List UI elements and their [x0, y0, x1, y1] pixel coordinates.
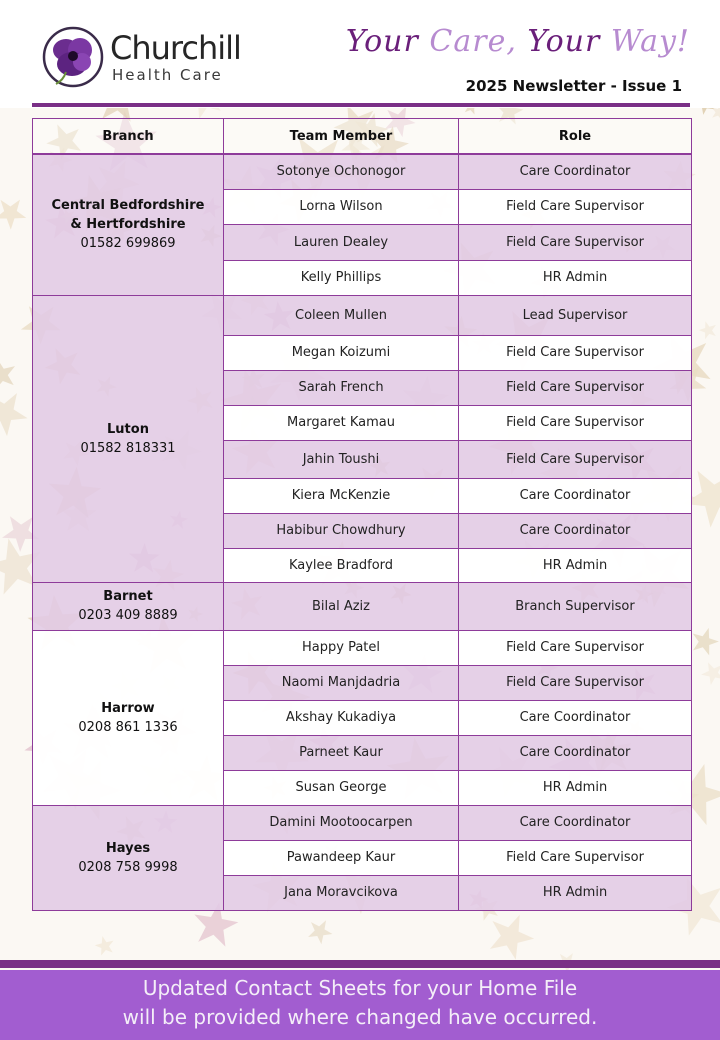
branch-name: Hayes: [105, 840, 151, 856]
footer-line-2: will be provided where changed have occurred.: [122, 1005, 598, 1029]
team-member-cell: Pawandeep Kaur: [224, 840, 459, 875]
star-icon: [482, 906, 540, 963]
branch-phone: 01582 818331: [80, 440, 176, 456]
role-cell: HR Admin: [459, 770, 692, 805]
star-icon: [304, 914, 337, 946]
branch-name: Barnet: [103, 589, 153, 604]
star-icon: [0, 191, 33, 233]
role-cell: HR Admin: [459, 260, 692, 295]
team-member-cell: Kiera McKenzie: [224, 478, 459, 513]
footer-banner: [0, 970, 720, 1040]
role-cell: Care Coordinator: [459, 700, 692, 735]
column-header-role: Role: [459, 119, 692, 155]
role-cell: Field Care Supervisor: [459, 665, 692, 700]
tagline-part: Way!: [610, 24, 690, 59]
team-member-cell: Susan George: [224, 770, 459, 805]
tagline: [346, 22, 690, 62]
brand-subtitle: Health Care: [112, 66, 223, 84]
team-member-cell: Damini Mootoocarpen: [224, 805, 459, 840]
role-cell: Branch Supervisor: [459, 582, 692, 630]
role-cell: Field Care Supervisor: [459, 405, 692, 440]
logo: [42, 26, 262, 92]
team-contact-table: [32, 118, 692, 911]
team-member-cell: Akshay Kukadiya: [224, 700, 459, 735]
team-member-cell: Habibur Chowdhury: [224, 513, 459, 548]
branch-name: Central Bedfordshire & Hertfordshire: [51, 198, 205, 233]
role-cell: Care Coordinator: [459, 513, 692, 548]
role-cell: Field Care Supervisor: [459, 630, 692, 665]
role-cell: Care Coordinator: [459, 154, 692, 189]
role-cell: Care Coordinator: [459, 735, 692, 770]
branch-cell: [33, 295, 224, 582]
branch-phone: 0208 861 1336: [78, 719, 178, 735]
table-row: [33, 630, 692, 665]
table-row: [33, 582, 692, 630]
table-header-row: [33, 119, 692, 155]
star-icon: [698, 657, 720, 688]
star-icon: [0, 353, 23, 395]
table-row: [33, 154, 692, 189]
branch-cell: [33, 154, 224, 295]
role-cell: Lead Supervisor: [459, 295, 692, 335]
table-row: [33, 295, 692, 335]
branch-cell: [33, 805, 224, 910]
star-icon: [697, 317, 720, 342]
role-cell: Care Coordinator: [459, 478, 692, 513]
header-divider: [32, 103, 690, 107]
role-cell: Field Care Supervisor: [459, 335, 692, 370]
star-icon: [688, 624, 720, 657]
tagline-part: Care,: [429, 24, 528, 59]
branch-phone: 01582 699869: [80, 236, 176, 252]
role-cell: HR Admin: [459, 548, 692, 582]
team-member-cell: Megan Koizumi: [224, 335, 459, 370]
star-icon: [93, 932, 119, 958]
star-icon: [0, 382, 36, 441]
team-member-cell: Margaret Kamau: [224, 405, 459, 440]
team-member-cell: Naomi Manjdadria: [224, 665, 459, 700]
column-header-team-member: Team Member: [224, 119, 459, 155]
branch-cell: [33, 582, 224, 630]
team-member-cell: Kelly Phillips: [224, 260, 459, 295]
team-member-cell: Jana Moravcikova: [224, 875, 459, 910]
team-member-cell: Lorna Wilson: [224, 189, 459, 224]
role-cell: Field Care Supervisor: [459, 224, 692, 260]
tagline-part: Your: [345, 24, 430, 59]
branch-phone: 0203 409 8889: [78, 608, 178, 623]
column-header-branch: Branch: [33, 119, 224, 155]
role-cell: Field Care Supervisor: [459, 840, 692, 875]
branch-name: Harrow: [101, 700, 155, 716]
footer-line-1: Updated Contact Sheets for your Home File: [142, 976, 578, 1000]
role-cell: Field Care Supervisor: [459, 189, 692, 224]
team-member-cell: Lauren Dealey: [224, 224, 459, 260]
role-cell: Field Care Supervisor: [459, 370, 692, 405]
team-member-cell: Coleen Mullen: [224, 295, 459, 335]
branch-name: Luton: [107, 421, 149, 437]
team-member-cell: Kaylee Bradford: [224, 548, 459, 582]
table-row: [33, 805, 692, 840]
branch-cell: [33, 630, 224, 805]
issue-label: 2025 Newsletter - Issue 1: [465, 77, 682, 95]
team-member-cell: Bilal Aziz: [224, 582, 459, 630]
team-member-cell: Jahin Toushi: [224, 440, 459, 478]
branch-phone: 0208 758 9998: [78, 859, 178, 875]
team-member-cell: Sotonye Ochonogor: [224, 154, 459, 189]
role-cell: Field Care Supervisor: [459, 440, 692, 478]
team-member-cell: Sarah French: [224, 370, 459, 405]
team-member-cell: Parneet Kaur: [224, 735, 459, 770]
role-cell: HR Admin: [459, 875, 692, 910]
poppy-logo-icon: [42, 26, 104, 88]
brand-name: Churchill: [110, 29, 241, 67]
team-member-cell: Happy Patel: [224, 630, 459, 665]
tagline-part: Your: [527, 24, 611, 59]
header: [0, 0, 720, 108]
footer-divider: [0, 960, 720, 968]
role-cell: Care Coordinator: [459, 805, 692, 840]
